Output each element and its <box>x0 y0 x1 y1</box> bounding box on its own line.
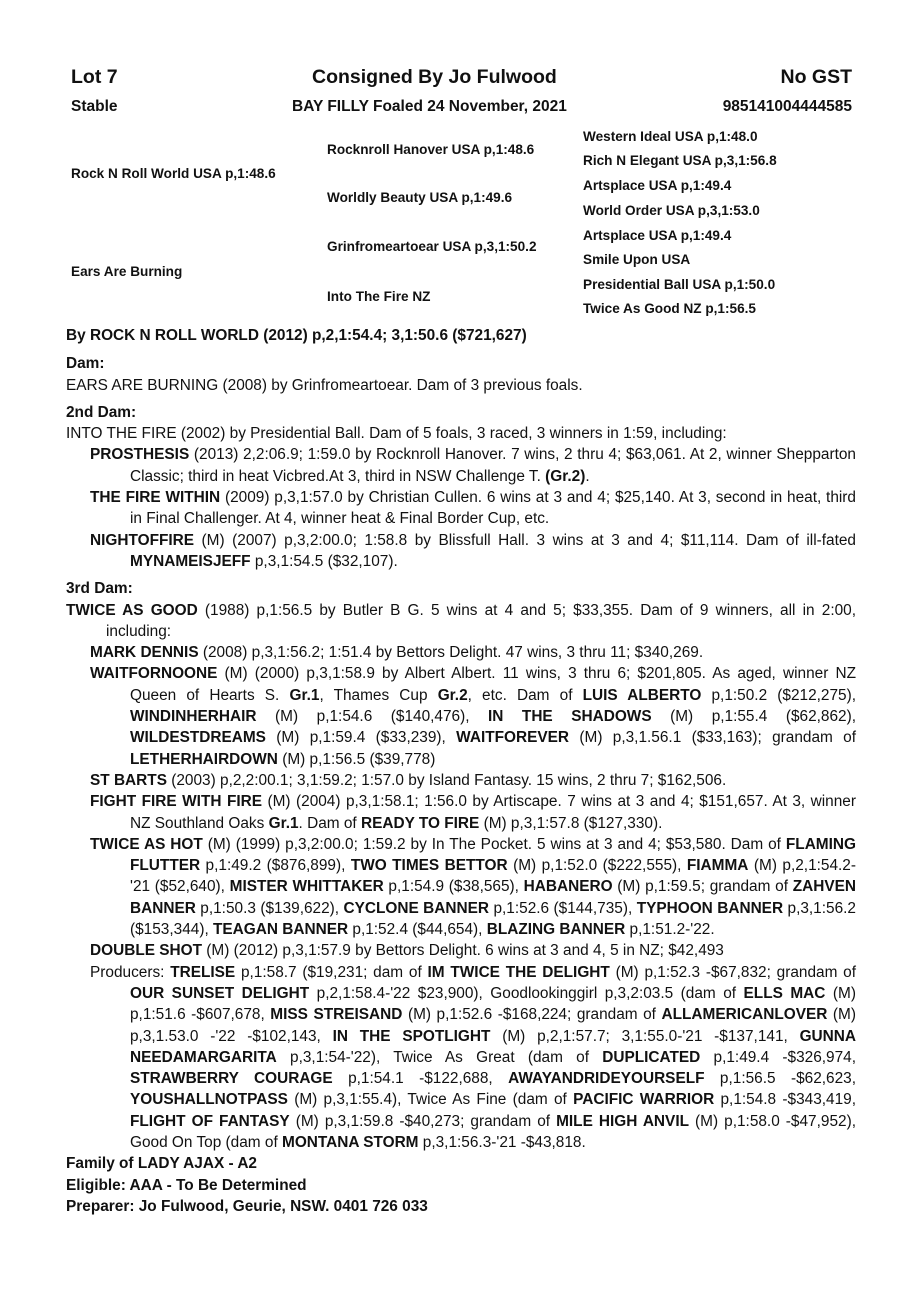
consignor: Consigned By Jo Fulwood <box>312 66 557 88</box>
third-dam-heading: 3rd Dam: <box>66 580 133 598</box>
preparer-line: Preparer: Jo Fulwood, Geurie, NSW. 0401 726 033 <box>66 1197 428 1215</box>
third-dam-intro: TWICE AS GOOD (1988) p,1:56.5 by Butler B G. 5 wins at 4 and 5; $33,355. Dam of 9 winners, all in 2:00, including: <box>66 601 856 640</box>
progeny-entry: NIGHTOFFIRE (M) (2007) p,3,2:00.0; 1:58.8 by Blissfull Hall. 3 wins at 3 and 4; $11,114. Dam of ill-fated MYNAMEISJEFF p,3,1:54.5 ($32,107). <box>90 531 856 570</box>
pedigree-sd-sire: Artsplace USA p,1:49.4 <box>583 178 732 193</box>
pedigree-sd-dam: World Order USA p,3,1:53.0 <box>583 203 760 218</box>
progeny-entry: THE FIRE WITHIN (2009) p,3,1:57.0 by Christian Cullen. 6 wins at 3 and 4; $25,140. At 3, second in heat, third in Final Challenger. At 4, winner heat & Final Border Cup, etc. <box>90 489 856 528</box>
progeny-entry: DOUBLE SHOT (M) (2012) p,3,1:57.9 by Bettors Delight. 6 wins at 3 and 4, 5 in NZ; $42,493 <box>90 942 724 960</box>
pedigree-sire-sire: Rocknroll Hanover USA p,1:48.6 <box>327 142 535 157</box>
second-dam-heading: 2nd Dam: <box>66 403 137 421</box>
dam-heading: Dam: <box>66 355 105 373</box>
progeny-entry: ST BARTS (2003) p,2,2:00.1; 3,1:59.2; 1:57.0 by Island Fantasy. 15 wins, 2 thru 7; $162,506. <box>90 771 727 789</box>
pedigree-ss-sire: Western Ideal USA p,1:48.0 <box>583 129 758 144</box>
microchip-number: 985141004444585 <box>722 98 852 115</box>
pedigree-ss-dam: Rich N Elegant USA p,3,1:56.8 <box>583 153 777 168</box>
dam-text: EARS ARE BURNING (2008) by Grinfromeartoear. Dam of 3 previous foals. <box>66 376 583 394</box>
pedigree-dd-dam: Twice As Good NZ p,1:56.5 <box>583 301 756 316</box>
progeny-entry: WAITFORNOONE (M) (2000) p,3,1:58.9 by Albert Albert. 11 wins, 3 thru 6; $201,805. As aged, winner NZ Queen of Hearts S. Gr.1, Thames Cup Gr.2, etc. Dam of LUIS ALBERTO p,1:50.2 ($212,275), WINDINHERHAIR (M) p,1:54.6 ($140,476), IN THE SHADOWS (M) p,1:55.4 ($62,862), WILDESTDREAMS (M) p,1:59.4 ($33,239), WAITFOREVER (M) p,3,1.56.1 ($33,163); grandam of LETHERHAIRDOWN (M) p,1:56.5 ($39,778) <box>90 665 857 768</box>
progeny-entry: MARK DENNIS (2008) p,3,1:56.2; 1:51.4 by Bettors Delight. 47 wins, 3 thru 11; $340,269. <box>90 644 704 662</box>
progeny-entry: TWICE AS HOT (M) (1999) p,3,2:00.0; 1:59.2 by In The Pocket. 5 wins at 3 and 4; $53,580. Dam of FLAMING FLUTTER p,1:49.2 ($876,899), TWO TIMES BETTOR (M) p,1:52.0 ($222,555), FIAMMA (M) p,2,1:54.2-'21 ($52,640), MISTER WHITTAKER p,1:54.9 ($38,565), HABANERO (M) p,1:59.5; grandam of ZAHVEN BANNER p,1:50.3 ($139,622), CYCLONE BANNER p,1:52.6 ($144,735), TYPHOON BANNER p,3,1:56.2 ($153,344), TEAGAN BANNER p,1:52.4 ($44,654), BLAZING BANNER p,1:51.2-'22. <box>90 835 856 939</box>
pedigree-ds-dam: Smile Upon USA <box>583 252 691 267</box>
pedigree-dd-sire: Presidential Ball USA p,1:50.0 <box>583 277 776 292</box>
pedigree-notes <box>66 325 856 1217</box>
progeny-entry: PROSTHESIS (2013) 2,2:06.9; 1:59.0 by Rocknroll Hanover. 7 wins, 2 thru 4; $63,061. At 2, winner Shepparton Classic; third in heat Vicbred.At 3, third in NSW Challenge T. (Gr.2). <box>90 446 856 485</box>
family-line: Family of LADY AJAX - A2 <box>66 1155 257 1173</box>
pedigree-ds-sire: Artsplace USA p,1:49.4 <box>583 228 732 243</box>
lot-number: Lot 7 <box>71 66 118 88</box>
stable-label: Stable <box>71 98 118 115</box>
pedigree-sire: Rock N Roll World USA p,1:48.6 <box>71 166 276 181</box>
producers-entry: Producers: TRELISE p,1:58.7 ($19,231; dam of IM TWICE THE DELIGHT (M) p,1:52.3 -$67,832; grandam of OUR SUNSET DELIGHT p,2,1:58.4-'22 $23,900), Goodlookinggirl p,3,2:03.5 (dam of ELLS MAC (M) p,1:51.6 -$607,678, MISS STREISAND (M) p,1:52.6 -$168,224; grandam of ALLAMERICANLOVER (M) p,3,1.53.0 -'22 -$102,143, IN THE SPOTLIGHT (M) p,2,1:57.7; 3,1:55.0-'21 -$137,141, GUNNA NEEDAMARGARITA p,3,1:54-'22), Twice As Great (dam of DUPLICATED p,1:49.4 -$326,974, STRAWBERRY COURAGE p,1:54.1 -$122,688, AWAYANDRIDEYOURSELF p,1:56.5 -$62,623, YOUSHALLNOTPASS (M) p,3,1:55.4), Twice As Fine (dam of PACIFIC WARRIOR p,1:54.8 -$343,419, FLIGHT OF FANTASY (M) p,3,1:59.8 -$40,273; grandam of MILE HIGH ANVIL (M) p,1:58.0 -$47,952), Good On Top (dam of MONTANA STORM p,3,1:56.3-'21 -$43,818. <box>90 963 856 1151</box>
pedigree-dam-dam: Into The Fire NZ <box>327 289 431 304</box>
foal-description: BAY FILLY Foaled 24 November, 2021 <box>292 98 567 115</box>
second-dam-intro: INTO THE FIRE (2002) by Presidential Ball. Dam of 5 foals, 3 raced, 3 winners in 1:59, including: <box>66 425 727 443</box>
pedigree-dam: Ears Are Burning <box>71 264 183 279</box>
progeny-entry: FIGHT FIRE WITH FIRE (M) (2004) p,3,1:58.1; 1:56.0 by Artiscape. 7 wins at 3 and 4; $151,657. At 3, winner NZ Southland Oaks Gr.1. Dam of READY TO FIRE (M) p,3,1:57.8 ($127,330). <box>90 793 856 832</box>
gst-status: No GST <box>780 66 852 88</box>
eligible-line: Eligible: AAA - To Be Determined <box>66 1176 307 1194</box>
pedigree-dam-sire: Grinfromeartoear USA p,3,1:50.2 <box>327 239 537 254</box>
pedigree-sire-dam: Worldly Beauty USA p,1:49.6 <box>327 190 513 205</box>
sire-line: By ROCK N ROLL WORLD (2012) p,2,1:54.4; 3,1:50.6 ($721,627) <box>66 327 527 344</box>
